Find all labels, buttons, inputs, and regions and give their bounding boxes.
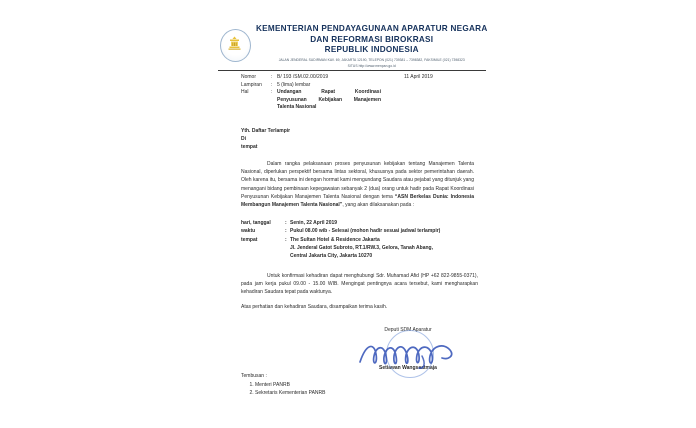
nomor-colon: : — [271, 74, 273, 80]
hal-colon: : — [271, 89, 273, 96]
hal-label: Hal — [241, 89, 249, 96]
tembusan-item: 1. Menteri PANRB — [255, 381, 326, 389]
hal-line-3: Talenta Nasional — [277, 104, 317, 111]
hal-line-2 — [277, 97, 381, 105]
waktu-colon: : — [285, 228, 287, 235]
official-round-stamp — [386, 330, 434, 378]
tembusan-item: 2. Sekretaris Kementerian PANRB — [255, 389, 326, 397]
addressee-line-1: Yth. Daftar Terlampir — [241, 128, 291, 134]
ministry-website: SITUS http://www.menpan.go.id — [347, 64, 396, 69]
hal-word-koordinasi: Koordinasi — [354, 89, 381, 96]
letter-meta-block — [241, 74, 486, 112]
body-text-part-2: , yang akan dilaksanakan pada : — [342, 202, 415, 209]
hal-word-manajemen: Manajemen — [353, 96, 381, 103]
tempat-colon: : — [285, 236, 287, 243]
closing-thanks: Atas perhatian dan kehadiran Saudara, disampaikan terima kasih. — [241, 304, 388, 310]
lampiran-colon: : — [271, 81, 273, 88]
ministry-line-3: REPUBLIK INDONESIA — [324, 45, 419, 54]
ministry-line-2: DAN REFORMASI BIROKRASI — [310, 34, 434, 44]
detail-row-tempat — [241, 236, 481, 261]
body-paragraph — [241, 160, 474, 209]
hal-word-rapat: Rapat — [321, 89, 336, 96]
event-details-block — [241, 219, 481, 260]
hal-word-undangan: Undangan — [277, 89, 302, 96]
tembusan-list — [241, 381, 326, 397]
detail-row-waktu — [241, 227, 481, 235]
hari-label: hari, tanggal — [241, 220, 271, 226]
meta-row-nomor — [241, 74, 486, 82]
hari-value: Senin, 22 April 2019 — [290, 220, 338, 226]
waktu-label: waktu — [241, 228, 256, 235]
signatory-title: Deputi SDM Aparatur — [384, 327, 432, 333]
waktu-value: Pukul 08.00 wib - Selesai (mohon hadir sesuai jadwal terlampir) — [290, 228, 441, 235]
letter-date: 11 April 2019 — [404, 74, 433, 80]
signatory-name: Setiawan Wangsaatmaja — [379, 365, 437, 371]
tempat-venue: The Sultan Hotel & Residence Jakarta — [290, 236, 380, 243]
meta-row-hal — [241, 89, 486, 112]
detail-row-hari — [241, 219, 481, 227]
tempat-value-group — [290, 236, 481, 261]
hari-colon: : — [285, 220, 287, 226]
hal-value — [277, 89, 486, 112]
signature-block — [338, 326, 478, 372]
meta-row-lampiran — [241, 82, 486, 90]
ministry-line-1: KEMENTERIAN PENDAYAGUNAAN APARATUR NEGARA — [256, 24, 488, 33]
nomor-label: Nomor — [241, 74, 257, 80]
hal-word-penyusunan: Penyusunan — [277, 96, 307, 103]
tempat-label: tempat — [241, 236, 258, 243]
lampiran-value: 5 (lima) lembar — [277, 81, 311, 88]
nomor-value: B/ 193 /SM.02.00/2019 — [277, 74, 329, 80]
addressee-line-2: Di — [241, 136, 246, 142]
garuda-emblem-logo — [218, 26, 252, 64]
lampiran-label: Lampiran — [241, 81, 262, 88]
tempat-address-line-2: Central Jakarta City, Jakarta 10270 — [290, 253, 373, 260]
body-theme-bold: “ASN Berkelas Dunia: Indonesia Membangun Manajemen Talenta Nasional” — [241, 193, 474, 209]
tempat-address-line-1: Jl. Jenderal Gatot Subroto, RT.1/RW.3, Gelora, Tanah Abang, — [290, 244, 433, 251]
letterhead-divider — [218, 70, 486, 71]
tembusan-block — [241, 372, 326, 397]
hal-line-1 — [277, 89, 381, 97]
body-text-part-1: Dalam rangka pelaksanaan proses penyusunan kebijakan tentang Manajemen Talenta Nasional, diperlukan perspektif bersama lintas sektoral, khususnya pada sektor pemerintahan daerah. Oleh karena itu, bersama ini dengan hormat kami mengundang Saudara atau pejabat yang ditunjuk yang menangani bidang pembinaan kepegawaian sebanyak 2 (dua) orang untuk hadir pada Rapat Koordinasi Penyusunan Kebijakan Manajemen Talenta Nasional dengan tema — [241, 161, 474, 200]
addressee-block — [241, 127, 290, 151]
closing-paragraph: Untuk konfirmasi kehadiran dapat menghubungi Sdr. Muhamad Afid (HP +62 822-9855-0371), pada jam kerja pukul 09.00 - 15.00 WIB. Mengingat pentingnya acara tersebut, kami mengharapkan kehadiran Saudara tepat pada waktunya. — [241, 273, 478, 296]
tembusan-title: Tembusan : — [241, 373, 267, 379]
hal-word-kebijakan: Kebijakan — [318, 96, 343, 103]
letterhead — [218, 24, 486, 69]
letterhead-text — [252, 24, 487, 69]
ministry-address: JALAN JENDERAL SUDIRMAN KAV. 69, JAKARTA 12190, TELEPON (021) 739381 – 7398382, FAKSIMILE (021) 7398323 — [278, 57, 465, 62]
addressee-line-3: tempat — [241, 144, 258, 150]
logo-shield-glyph — [227, 36, 242, 52]
